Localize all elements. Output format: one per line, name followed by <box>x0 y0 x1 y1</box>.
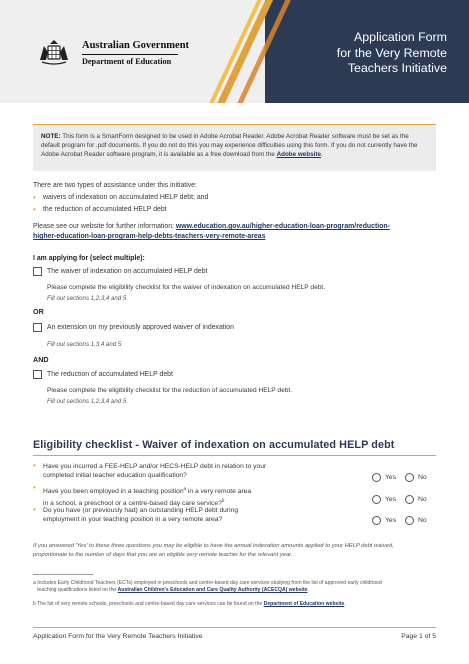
question-text-part: Have you been employed in a teaching position <box>43 488 184 496</box>
option-sections: Fill out sections 1,2,3,4 and 5. <box>47 295 128 302</box>
department-website-link[interactable]: Department of Education website <box>263 601 345 607</box>
coat-of-arms-icon <box>36 38 72 66</box>
question-text: employment in your teaching position in a very remote area? <box>43 516 223 523</box>
q1-no-radio[interactable] <box>405 473 414 482</box>
footer-title: Application Form for the Very Remote Teachers Initiative <box>33 633 203 640</box>
option-note: Please complete the eligibility checklist for the reduction of accumulated HELP debt. <box>47 387 293 394</box>
section-divider <box>33 455 436 456</box>
bullet-icon: • <box>33 483 36 492</box>
footnote-divider <box>33 574 93 575</box>
applying-heading: I am applying for (select multiple): <box>33 255 145 262</box>
question-1 <box>33 462 333 480</box>
form-title-line: Application Form <box>354 30 447 44</box>
footnote-ref: a <box>183 486 187 491</box>
bullet-icon: • <box>33 505 36 514</box>
footnote-b <box>33 601 346 608</box>
question-text: completed initial teacher education qualification? <box>43 472 187 479</box>
page-number: Page 1 of 5 <box>401 633 436 640</box>
followup-line: If you answered 'Yes' to these three questions you may be eligible to have the annual indexation amounts applied to your HELP debt waived, <box>33 543 394 549</box>
org-divider <box>82 54 178 55</box>
yes-label: Yes <box>385 474 397 481</box>
eligibility-followup <box>33 542 394 560</box>
footer-divider <box>33 627 436 628</box>
checkbox-label: The reduction of accumulated HELP debt <box>47 371 173 378</box>
checkbox-label: An extension on my previously approved waiver of indexation <box>47 324 234 331</box>
question-text-part: in a very remote area <box>186 488 252 496</box>
or-label: OR <box>33 307 44 316</box>
footnote-ref: b <box>221 498 225 504</box>
q3-yes-radio[interactable] <box>372 516 381 525</box>
form-title-line: Teachers Initiative <box>347 61 447 75</box>
note-label: NOTE: <box>41 133 61 140</box>
option-note: Please complete the eligibility checklist for the waiver of indexation on accumulated HELP debt. <box>47 284 326 291</box>
option-sections: Fill out sections 1,2,3,4 and 5. <box>47 398 128 405</box>
org-name: Australian Government <box>82 40 190 51</box>
website-info <box>33 222 390 231</box>
question-text: Do you have (or previously had) an outstanding HELP debt during <box>43 507 239 514</box>
website-link[interactable]: www.education.gov.au/higher-education-loan-program/reduction- <box>175 223 390 230</box>
bullet-icon: • <box>33 193 36 202</box>
form-title-line: for the Very Remote <box>336 45 447 60</box>
footnote-a <box>33 580 382 594</box>
website-link[interactable]: higher-education-loan-program-help-debts-teachers-very-remote-areas <box>33 233 266 240</box>
extension-checkbox[interactable] <box>33 323 42 332</box>
list-item <box>33 206 167 213</box>
question-3 <box>33 506 333 524</box>
no-label: No <box>418 474 427 481</box>
adobe-website-link[interactable]: Adobe website <box>276 151 321 158</box>
page-header <box>0 0 469 103</box>
footnote-text: teaching qualifications listed on the <box>33 587 118 593</box>
footnote-text: . <box>344 601 346 607</box>
option-sections: Fill out sections 1,3,4 and 5. <box>47 341 123 348</box>
yes-label: Yes <box>385 517 397 524</box>
no-label: No <box>418 496 427 503</box>
list-item-text: waivers of indexation on accumulated HELP debt; and <box>43 194 209 201</box>
q3-no-radio[interactable] <box>405 516 414 525</box>
form-title <box>272 30 447 77</box>
website-prefix: Please see our website for further information: <box>33 223 176 230</box>
list-item-text: the reduction of accumulated HELP debt <box>43 206 167 213</box>
intro-text: There are two types of assistance under this initiative: <box>33 182 197 189</box>
acecqa-website-link[interactable]: Australian Children's Education and Care Quality Authority (ACECQA) website <box>117 587 308 593</box>
website-info-cont <box>33 232 265 241</box>
q2-no-radio[interactable] <box>405 495 414 504</box>
yes-label: Yes <box>385 496 397 503</box>
eligibility-title: Eligibility checklist - Waiver of indexation on accumulated HELP debt <box>33 439 395 451</box>
q2-yes-radio[interactable] <box>372 495 381 504</box>
department-name: Department of Education <box>82 57 172 66</box>
bullet-icon: • <box>33 461 36 470</box>
list-item <box>33 194 208 201</box>
note-text: This form is a SmartForm designed to be used in Adobe Acrobat Reader. Adobe Acrobat Reader software must be set as the default program for .pdf documents. If you do not do this you may experience difficulties using this form. If you do not currently have the Adobe Acrobat Reader software program, it is available as a free download from the <box>41 133 418 158</box>
smartform-note <box>33 124 436 171</box>
q1-yes-radio[interactable] <box>372 473 381 482</box>
checkbox-label: The waiver of indexation on accumulated HELP debt <box>47 268 208 275</box>
footnote-text: . <box>307 587 309 593</box>
followup-line: proportionate to the number of days that you are an eligible very remote teacher for the relevant year. <box>33 552 293 558</box>
footnote-text: b The list of very remote schools, preschools and centre-based day care services can be found on the <box>33 601 264 607</box>
question-text: Have you incurred a FEE-HELP and/or HECS-HELP debt in relation to your <box>43 463 267 470</box>
waiver-checkbox[interactable] <box>33 267 42 276</box>
question-text-part: in a school, a preschool or a centre-based day care service? <box>43 500 222 508</box>
question-text <box>43 484 333 496</box>
no-label: No <box>418 517 427 524</box>
footnote-line: a Includes Early Childhood Teachers (ECTs) employed in preschools and centre-based day care services studying from the list of approved early childhood <box>33 580 382 586</box>
note-end: . <box>321 151 323 158</box>
footnote-line <box>33 587 382 594</box>
reduction-checkbox[interactable] <box>33 370 42 379</box>
question-2 <box>33 484 333 508</box>
and-label: AND <box>33 355 49 364</box>
bullet-icon: • <box>33 205 36 214</box>
